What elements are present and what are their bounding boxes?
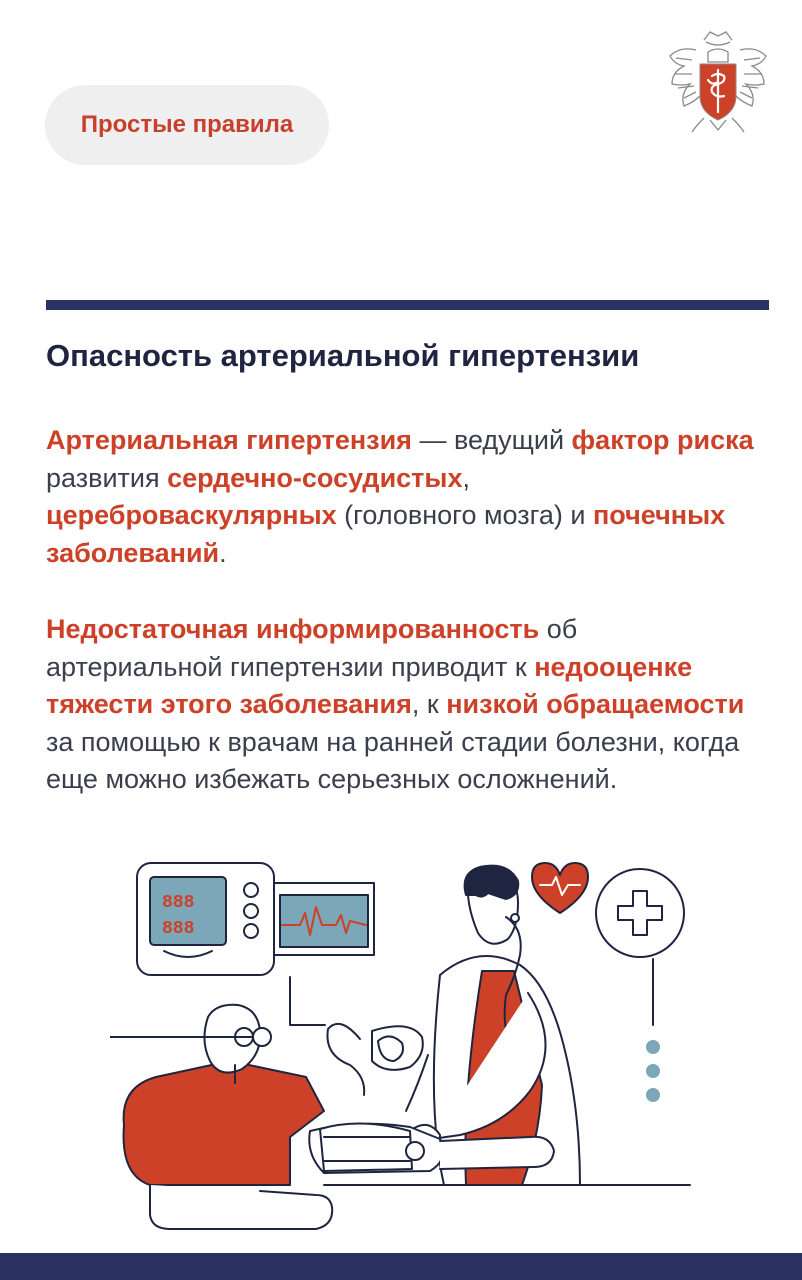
medical-plus-icon xyxy=(596,869,684,957)
text-chunk: . xyxy=(219,537,227,568)
text-chunk: — ведущий xyxy=(411,425,572,455)
text-chunk: развития xyxy=(46,462,168,493)
text-chunk: об артериальной гипертензии приводит к xyxy=(46,614,578,682)
ministry-emblem-icon xyxy=(666,26,770,134)
bottom-bar xyxy=(0,1253,802,1280)
top-divider xyxy=(46,300,769,310)
badge-label: Простые правила xyxy=(80,111,294,138)
hl-underestimation: недооценке тяжести этого заболевания xyxy=(46,651,693,719)
text-chunk: за помощью к врачам на ранней стадии болезни, когда еще можно избежать серьезных осложнений. xyxy=(46,726,740,794)
hl-lack-of-awareness: Недостаточная информированность xyxy=(46,614,540,644)
badge-simple-rules xyxy=(45,85,329,165)
paragraph-risk xyxy=(46,422,758,572)
doctor-hair xyxy=(465,866,519,899)
text-chunk: , xyxy=(462,462,470,493)
monitor-reading-bottom: 888 xyxy=(162,919,195,939)
hl-risk-factor: фактор риска xyxy=(571,425,754,455)
hl-hypertension: Артериальная гипертензия xyxy=(46,425,412,455)
stethoscope-chest-piece xyxy=(406,1142,424,1160)
patient-shirt xyxy=(124,1061,324,1185)
text-chunk: (головного мозга) и xyxy=(336,500,593,530)
doctor-measuring-blood-pressure-illustration xyxy=(110,855,710,1235)
hl-cardiovascular: сердечно-сосудистых xyxy=(167,462,463,493)
page-title: Опасность артериальной гипертензии xyxy=(46,338,640,373)
bp-cuff xyxy=(320,1123,412,1171)
paragraph-awareness xyxy=(46,611,758,799)
monitor-reading-top: 888 xyxy=(162,893,195,913)
hl-low-referral: низкой обращаемости xyxy=(446,689,745,719)
hl-renal: почечных заболеваний xyxy=(46,500,726,568)
hl-cerebrovascular: цереброваскулярных xyxy=(46,500,337,530)
text-chunk: , к xyxy=(411,689,447,719)
